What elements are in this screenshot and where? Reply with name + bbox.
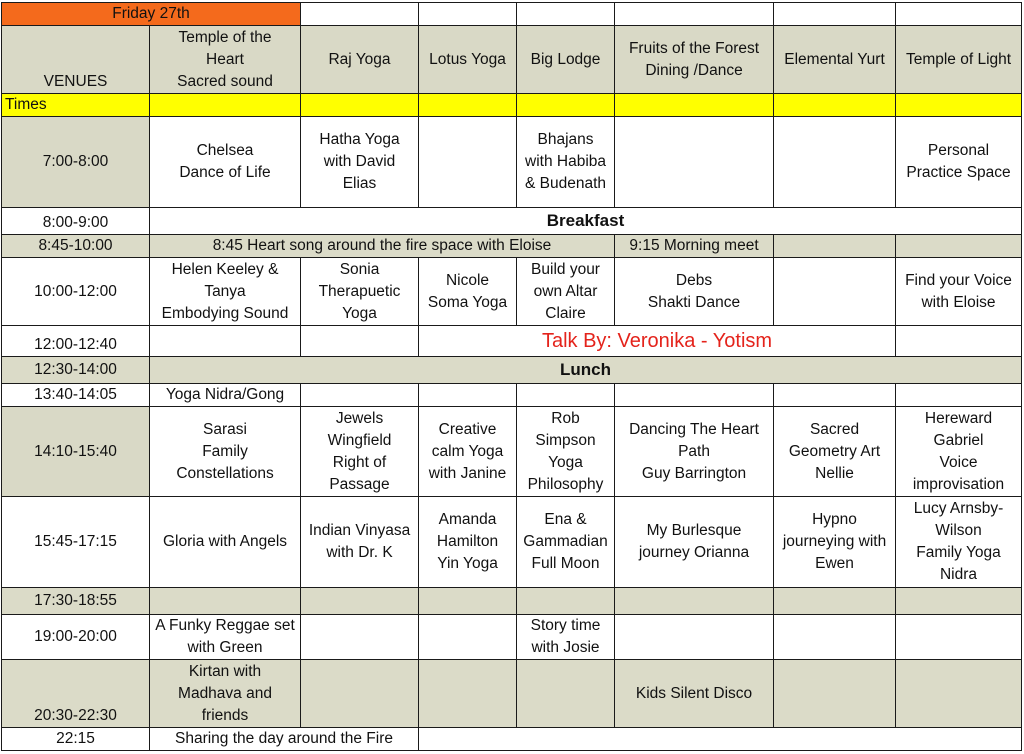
venue-temple-of-light: Temple of Light bbox=[896, 26, 1022, 94]
empty-cell bbox=[774, 615, 896, 660]
empty-cell bbox=[517, 94, 615, 117]
empty-cell bbox=[419, 588, 517, 615]
session-cell: Sharing the day around the Fire bbox=[150, 728, 419, 751]
session-cell: Lucy Arnsby- Wilson Family Yoga Nidra bbox=[896, 497, 1022, 588]
talk-banner: Talk By: Veronika - Yotism bbox=[419, 326, 896, 357]
schedule-row bbox=[2, 235, 1022, 258]
empty-cell bbox=[615, 3, 774, 26]
session-cell: Jewels Wingfield Right of Passage bbox=[301, 407, 419, 497]
empty-cell bbox=[301, 615, 419, 660]
empty-cell bbox=[896, 660, 1022, 728]
empty-cell bbox=[896, 94, 1022, 117]
session-cell: 9:15 Morning meet bbox=[615, 235, 774, 258]
schedule-row bbox=[2, 384, 1022, 407]
empty-cell bbox=[774, 384, 896, 407]
empty-cell bbox=[896, 384, 1022, 407]
session-cell: Dancing The Heart Path Guy Barrington bbox=[615, 407, 774, 497]
session-cell: Amanda Hamilton Yin Yoga bbox=[419, 497, 517, 588]
time-cell: 20:30-22:30 bbox=[2, 660, 150, 728]
empty-cell bbox=[301, 384, 419, 407]
time-cell: 14:10-15:40 bbox=[2, 407, 150, 497]
empty-cell bbox=[419, 3, 517, 26]
session-cell: Helen Keeley & Tanya Embodying Sound bbox=[150, 258, 301, 326]
venues-header-row bbox=[2, 26, 1022, 94]
session-cell: Indian Vinyasa with Dr. K bbox=[301, 497, 419, 588]
empty-cell bbox=[774, 3, 896, 26]
session-cell: Rob Simpson Yoga Philosophy bbox=[517, 407, 615, 497]
empty-cell bbox=[419, 728, 1022, 751]
schedule-row bbox=[2, 497, 1022, 588]
empty-cell bbox=[774, 235, 896, 258]
empty-cell bbox=[301, 326, 419, 357]
schedule-row bbox=[2, 407, 1022, 497]
session-cell: Nicole Soma Yoga bbox=[419, 258, 517, 326]
empty-cell bbox=[774, 660, 896, 728]
venue-fruits-of-the-forest: Fruits of the Forest Dining /Dance bbox=[615, 26, 774, 94]
empty-cell bbox=[615, 117, 774, 208]
time-cell: 12:00-12:40 bbox=[2, 326, 150, 357]
session-cell: A Funky Reggae set with Green bbox=[150, 615, 301, 660]
empty-cell bbox=[301, 660, 419, 728]
session-cell: Story time with Josie bbox=[517, 615, 615, 660]
empty-cell bbox=[150, 326, 301, 357]
day-row bbox=[2, 3, 1022, 26]
time-cell: 17:30-18:55 bbox=[2, 588, 150, 615]
empty-cell bbox=[896, 235, 1022, 258]
session-cell: Hereward Gabriel Voice improvisation bbox=[896, 407, 1022, 497]
time-cell: 22:15 bbox=[2, 728, 150, 751]
empty-cell bbox=[301, 588, 419, 615]
empty-cell bbox=[419, 384, 517, 407]
empty-cell bbox=[774, 94, 896, 117]
schedule-row bbox=[2, 117, 1022, 208]
time-cell: 12:30-14:00 bbox=[2, 357, 150, 384]
empty-cell bbox=[301, 94, 419, 117]
time-cell: 19:00-20:00 bbox=[2, 615, 150, 660]
schedule-row bbox=[2, 660, 1022, 728]
session-cell: Chelsea Dance of Life bbox=[150, 117, 301, 208]
empty-cell bbox=[774, 588, 896, 615]
empty-cell bbox=[517, 3, 615, 26]
empty-cell bbox=[615, 615, 774, 660]
empty-cell bbox=[419, 660, 517, 728]
time-cell: 8:00-9:00 bbox=[2, 208, 150, 235]
schedule-row bbox=[2, 258, 1022, 326]
venues-label: VENUES bbox=[2, 26, 150, 94]
venue-temple-of-the-heart: Temple of the Heart Sacred sound bbox=[150, 26, 301, 94]
empty-cell bbox=[896, 3, 1022, 26]
venue-lotus-yoga: Lotus Yoga bbox=[419, 26, 517, 94]
empty-cell bbox=[896, 588, 1022, 615]
breakfast-banner: Breakfast bbox=[150, 208, 1022, 235]
time-cell: 10:00-12:00 bbox=[2, 258, 150, 326]
empty-cell bbox=[517, 660, 615, 728]
empty-cell bbox=[615, 384, 774, 407]
session-cell: Kirtan with Madhava and friends bbox=[150, 660, 301, 728]
session-cell: 8:45 Heart song around the fire space with Eloise bbox=[150, 235, 615, 258]
schedule-row bbox=[2, 208, 1022, 235]
empty-cell bbox=[419, 117, 517, 208]
empty-cell bbox=[419, 615, 517, 660]
schedule-row bbox=[2, 326, 1022, 357]
schedule-row bbox=[2, 728, 1022, 751]
empty-cell bbox=[774, 258, 896, 326]
session-cell: Build your own Altar Claire bbox=[517, 258, 615, 326]
time-cell: 15:45-17:15 bbox=[2, 497, 150, 588]
lunch-banner: Lunch bbox=[150, 357, 1022, 384]
empty-cell bbox=[615, 588, 774, 615]
empty-cell bbox=[517, 588, 615, 615]
session-cell: Find your Voice with Eloise bbox=[896, 258, 1022, 326]
empty-cell bbox=[896, 326, 1022, 357]
empty-cell bbox=[150, 94, 301, 117]
empty-cell bbox=[615, 94, 774, 117]
empty-cell bbox=[150, 588, 301, 615]
session-cell: Personal Practice Space bbox=[896, 117, 1022, 208]
venue-big-lodge: Big Lodge bbox=[517, 26, 615, 94]
session-cell: My Burlesque journey Orianna bbox=[615, 497, 774, 588]
times-header-row bbox=[2, 94, 1022, 117]
times-label: Times bbox=[2, 94, 150, 117]
schedule-row bbox=[2, 357, 1022, 384]
empty-cell bbox=[301, 3, 419, 26]
empty-cell bbox=[896, 615, 1022, 660]
session-cell: Debs Shakti Dance bbox=[615, 258, 774, 326]
session-cell: Yoga Nidra/Gong bbox=[150, 384, 301, 407]
session-cell: Ena & Gammadian Full Moon bbox=[517, 497, 615, 588]
session-cell: Creative calm Yoga with Janine bbox=[419, 407, 517, 497]
empty-cell bbox=[774, 117, 896, 208]
session-cell: Sarasi Family Constellations bbox=[150, 407, 301, 497]
session-cell: Hatha Yoga with David Elias bbox=[301, 117, 419, 208]
time-cell: 7:00-8:00 bbox=[2, 117, 150, 208]
session-cell: Kids Silent Disco bbox=[615, 660, 774, 728]
session-cell: Sonia Therapuetic Yoga bbox=[301, 258, 419, 326]
day-label: Friday 27th bbox=[2, 3, 301, 26]
session-cell: Bhajans with Habiba & Budenath bbox=[517, 117, 615, 208]
empty-cell bbox=[419, 94, 517, 117]
session-cell: Sacred Geometry Art Nellie bbox=[774, 407, 896, 497]
time-cell: 8:45-10:00 bbox=[2, 235, 150, 258]
session-cell: Hypno journeying with Ewen bbox=[774, 497, 896, 588]
empty-cell bbox=[517, 384, 615, 407]
time-cell: 13:40-14:05 bbox=[2, 384, 150, 407]
venue-elemental-yurt: Elemental Yurt bbox=[774, 26, 896, 94]
session-cell: Gloria with Angels bbox=[150, 497, 301, 588]
schedule-row bbox=[2, 588, 1022, 615]
schedule-row bbox=[2, 615, 1022, 660]
venue-raj-yoga: Raj Yoga bbox=[301, 26, 419, 94]
festival-schedule-table bbox=[1, 2, 1022, 751]
